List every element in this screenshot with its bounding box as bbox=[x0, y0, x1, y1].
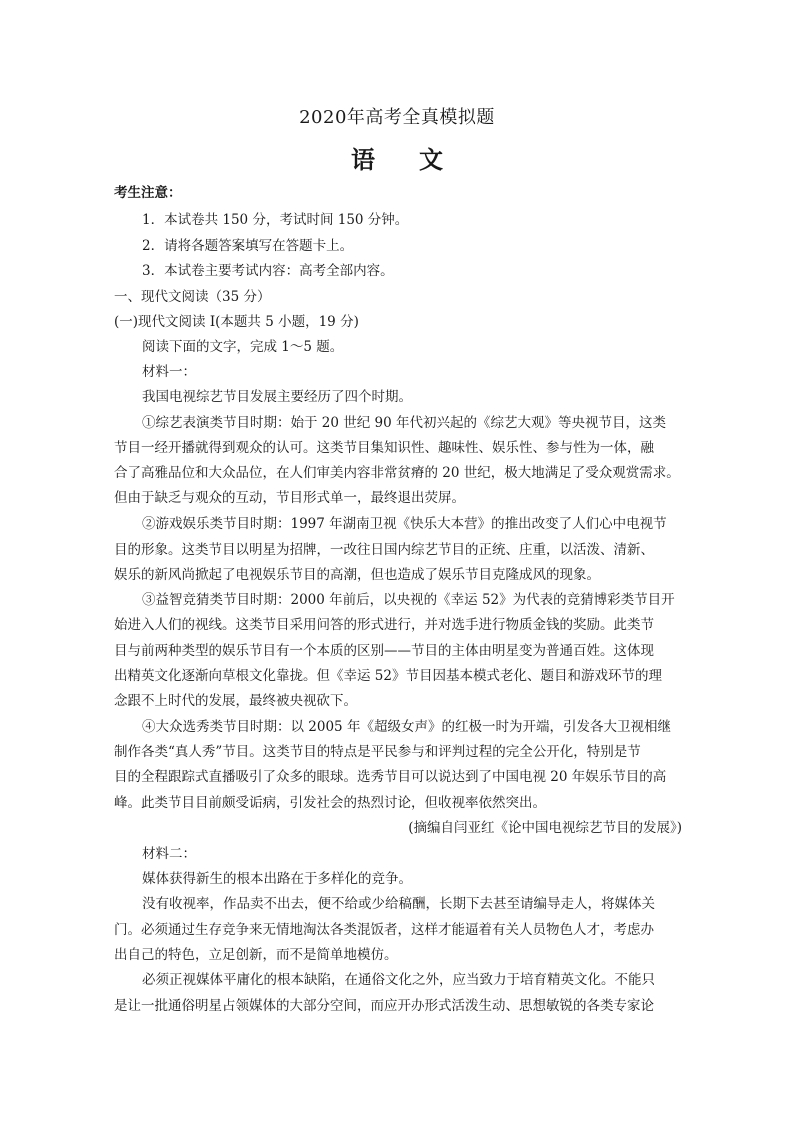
material-label: 材料一： bbox=[142, 364, 196, 380]
paragraph-line: 我国电视综艺节目发展主要经历了四个时期。 bbox=[142, 389, 412, 405]
material-label: 材料二： bbox=[142, 846, 196, 862]
notice-heading: 考生注意： bbox=[114, 185, 182, 201]
instruction-text: 阅读下面的文字，完成 1～5 题。 bbox=[142, 339, 344, 355]
subject-char-1: 语 bbox=[351, 145, 375, 174]
paragraph-line: 没有收视率，作品卖不出去，便不给或少给稿酬，长期下去甚至请编导走人，将媒体关 bbox=[142, 896, 655, 912]
paragraph-line: 目与前两种类型的娱乐节目有一个本质的区别——节目的主体由明星变为普通百姓。这体现 bbox=[114, 643, 654, 659]
notice-item: 1．本试卷共 150 分，考试时间 150 分钟。 bbox=[142, 212, 409, 228]
paragraph-line: 但由于缺乏与观众的互动，节目形式单一，最终退出荧屏。 bbox=[114, 490, 465, 506]
paragraph-line: 制作各类“真人秀”节目。这类节目的特点是平民参与和评判过程的完全公开化，特别是节 bbox=[114, 744, 641, 760]
paragraph-line: 出精英文化逐渐向草根文化靠拢。但《幸运 52》节目因基本模式老化、题目和游戏环节的理 bbox=[114, 668, 662, 684]
paragraph-line: 门。必须通过生存竞争来无情地淘汰各类混饭者，这样才能逼着有关人员物色人才，考虑办 bbox=[114, 922, 654, 938]
sub-section-title: (一)现代文阅读 I(本题共 5 小题，19 分) bbox=[114, 314, 359, 330]
paragraph-line: 出自己的特色，立足创新，而不是简单地模仿。 bbox=[114, 947, 398, 963]
paragraph-line: 节目一经开播就得到观众的认可。这类节目集知识性、趣味性、娱乐性、参与性为一体，融 bbox=[114, 440, 654, 456]
paragraph-line: 合了高雅品位和大众品位，在人们审美内容非常贫瘠的 20 世纪，极大地满足了受众观赏需求。 bbox=[114, 465, 680, 481]
paragraph-line: ①综艺表演类节目时期：始于 20 世纪 90 年代初兴起的《综艺大观》等央视节目，这类 bbox=[142, 415, 667, 431]
paragraph-line: 媒体获得新生的根本出路在于多样化的竞争。 bbox=[142, 871, 412, 887]
paragraph-line: 念跟不上时代的发展，最终被央视砍下。 bbox=[114, 693, 357, 709]
paragraph-line: 始进入人们的视线。这类节目采用问答的形式进行，并对选手进行物质金钱的奖励。此类节 bbox=[114, 617, 654, 633]
paragraph-line: 目的形象。这类节目以明星为招牌，一改往日国内综艺节目的正统、庄重，以活泼、清新、 bbox=[114, 542, 654, 558]
paragraph-line: 目的全程跟踪式直播吸引了众多的眼球。选秀节目可以说达到了中国电视 20 年娱乐节目的高 bbox=[114, 769, 667, 785]
paragraph-line: 娱乐的新风尚掀起了电视娱乐节目的高潮，但也造成了娱乐节目克隆成风的现象。 bbox=[114, 567, 600, 583]
subject-char-2: 文 bbox=[419, 145, 443, 174]
paragraph-line: 是让一批通俗明星占领媒体的大部分空间，而应开办形式活泼生动、思想敏锐的各类专家论 bbox=[114, 998, 654, 1014]
notice-item: 2．请将各题答案填写在答题卡上。 bbox=[142, 238, 354, 254]
exam-title: 2020年高考全真模拟题 bbox=[299, 107, 495, 128]
section-title: 一、现代文阅读（35 分） bbox=[114, 289, 271, 305]
notice-item: 3．本试卷主要考试内容：高考全部内容。 bbox=[142, 263, 394, 279]
subject-title bbox=[0, 144, 794, 176]
paragraph-line: ④大众选秀类节目时期：以 2005 年《超级女声》的红极一时为开端，引发各大卫视相继 bbox=[142, 719, 671, 735]
source-citation: (摘编自闫亚红《论中国电视综艺节目的发展》) bbox=[408, 820, 682, 836]
paragraph-line: ③益智竞猜类节目时期：2000 年前后，以央视的《幸运 52》为代表的竞猜博彩类节目开 bbox=[142, 592, 675, 608]
paragraph-line: 必须正视媒体平庸化的根本缺陷，在通俗文化之外，应当致力于培育精英文化。不能只 bbox=[142, 972, 655, 988]
paragraph-line: 峰。此类节目目前颇受诟病，引发社会的热烈讨论，但收视率依然突出。 bbox=[114, 795, 546, 811]
paragraph-line: ②游戏娱乐类节目时期：1997 年湖南卫视《快乐大本营》的推出改变了人们心中电视节 bbox=[142, 516, 667, 532]
